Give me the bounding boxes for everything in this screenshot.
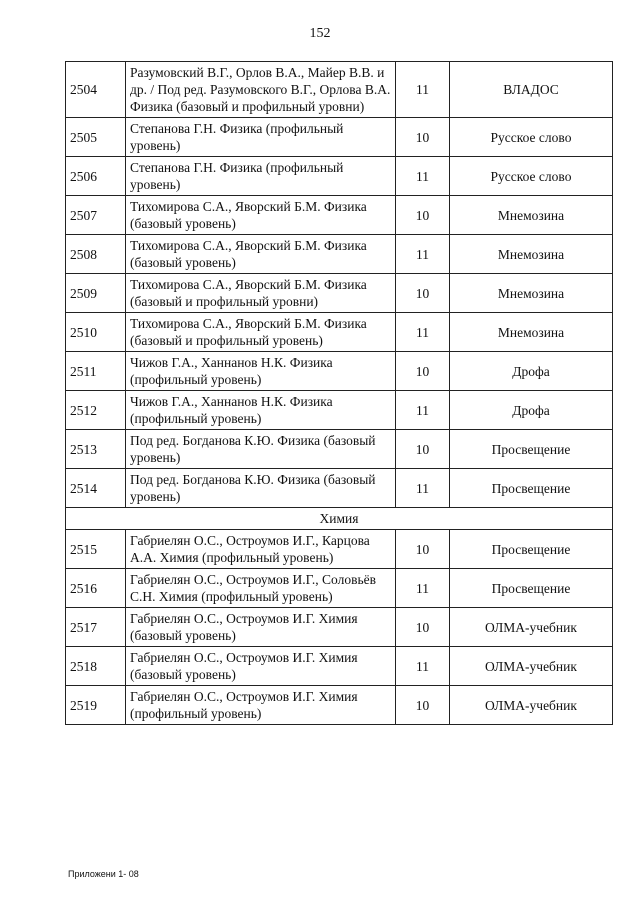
book-title: Под ред. Богданова К.Ю. Физика (базовый уровень): [126, 430, 396, 469]
book-title: Тихомирова С.А., Яворский Б.М. Физика (базовый и профильный уровни): [126, 274, 396, 313]
row-number: 2517: [66, 608, 126, 647]
book-title: Степанова Г.Н. Физика (профильный уровень): [126, 118, 396, 157]
table-row: [66, 647, 613, 686]
publisher-cell: Дрофа: [450, 391, 613, 430]
grade-cell: 10: [396, 686, 450, 725]
row-number: 2510: [66, 313, 126, 352]
publisher-cell: Просвещение: [450, 469, 613, 508]
row-number: 2507: [66, 196, 126, 235]
section-heading-row: [66, 508, 613, 530]
grade-cell: 11: [396, 313, 450, 352]
publisher-cell: Русское слово: [450, 157, 613, 196]
publisher-cell: ОЛМА-учебник: [450, 686, 613, 725]
grade-cell: 10: [396, 196, 450, 235]
row-number: 2516: [66, 569, 126, 608]
row-number: 2518: [66, 647, 126, 686]
publisher-cell: Просвещение: [450, 569, 613, 608]
table-row: [66, 196, 613, 235]
publisher-cell: Просвещение: [450, 530, 613, 569]
table-row: [66, 608, 613, 647]
section-heading-body: [66, 508, 613, 530]
row-number: 2504: [66, 62, 126, 118]
book-title: Габриелян О.С., Остроумов И.Г., Соловьёв С.Н. Химия (профильный уровень): [126, 569, 396, 608]
book-title: Тихомирова С.А., Яворский Б.М. Физика (базовый уровень): [126, 235, 396, 274]
section-heading: Химия: [66, 508, 613, 530]
grade-cell: 11: [396, 235, 450, 274]
grade-cell: 11: [396, 157, 450, 196]
row-number: 2508: [66, 235, 126, 274]
grade-cell: 10: [396, 608, 450, 647]
publisher-cell: Мнемозина: [450, 274, 613, 313]
grade-cell: 10: [396, 430, 450, 469]
table-row: [66, 569, 613, 608]
publisher-cell: Просвещение: [450, 430, 613, 469]
publisher-cell: Мнемозина: [450, 313, 613, 352]
grade-cell: 11: [396, 647, 450, 686]
row-number: 2506: [66, 157, 126, 196]
book-title: Чижов Г.А., Ханнанов Н.К. Физика (профильный уровень): [126, 352, 396, 391]
book-title: Разумовский В.Г., Орлов В.А., Майер В.В. и др. / Под ред. Разумовского В.Г., Орлова В.А. Физика (базовый и профильный уровни): [126, 62, 396, 118]
table-row: [66, 274, 613, 313]
grade-cell: 10: [396, 352, 450, 391]
publisher-cell: ОЛМА-учебник: [450, 608, 613, 647]
publisher-cell: Русское слово: [450, 118, 613, 157]
book-title: Под ред. Богданова К.Ю. Физика (базовый уровень): [126, 469, 396, 508]
grade-cell: 10: [396, 274, 450, 313]
row-number: 2519: [66, 686, 126, 725]
row-number: 2509: [66, 274, 126, 313]
book-title: Габриелян О.С., Остроумов И.Г. Химия (профильный уровень): [126, 686, 396, 725]
footer-note: Приложени 1- 08: [68, 869, 139, 879]
row-number: 2514: [66, 469, 126, 508]
book-title: Тихомирова С.А., Яворский Б.М. Физика (базовый и профильный уровень): [126, 313, 396, 352]
publisher-cell: Мнемозина: [450, 196, 613, 235]
table-row: [66, 313, 613, 352]
book-title: Габриелян О.С., Остроумов И.Г. Химия (базовый уровень): [126, 608, 396, 647]
row-number: 2515: [66, 530, 126, 569]
grade-cell: 11: [396, 469, 450, 508]
table-row: [66, 430, 613, 469]
table-row: [66, 686, 613, 725]
page-number: 152: [309, 26, 331, 41]
grade-cell: 10: [396, 118, 450, 157]
chemistry-rows: [66, 530, 613, 725]
table-row: [66, 391, 613, 430]
book-title: Степанова Г.Н. Физика (профильный уровень): [126, 157, 396, 196]
row-number: 2505: [66, 118, 126, 157]
table-row: [66, 62, 613, 118]
textbook-table: [65, 61, 613, 725]
publisher-cell: ВЛАДОС: [450, 62, 613, 118]
book-title: Габриелян О.С., Остроумов И.Г., Карцова А.А. Химия (профильный уровень): [126, 530, 396, 569]
grade-cell: 10: [396, 530, 450, 569]
table-row: [66, 157, 613, 196]
table-row: [66, 530, 613, 569]
row-number: 2513: [66, 430, 126, 469]
table-row: [66, 352, 613, 391]
publisher-cell: ОЛМА-учебник: [450, 647, 613, 686]
publisher-cell: Мнемозина: [450, 235, 613, 274]
table-row: [66, 469, 613, 508]
book-title: Чижов Г.А., Ханнанов Н.К. Физика (профильный уровень): [126, 391, 396, 430]
row-number: 2511: [66, 352, 126, 391]
publisher-cell: Дрофа: [450, 352, 613, 391]
book-title: Габриелян О.С., Остроумов И.Г. Химия (базовый уровень): [126, 647, 396, 686]
book-title: Тихомирова С.А., Яворский Б.М. Физика (базовый уровень): [126, 196, 396, 235]
table-row: [66, 235, 613, 274]
physics-rows: [66, 62, 613, 508]
grade-cell: 11: [396, 62, 450, 118]
grade-cell: 11: [396, 391, 450, 430]
row-number: 2512: [66, 391, 126, 430]
grade-cell: 11: [396, 569, 450, 608]
table-row: [66, 118, 613, 157]
